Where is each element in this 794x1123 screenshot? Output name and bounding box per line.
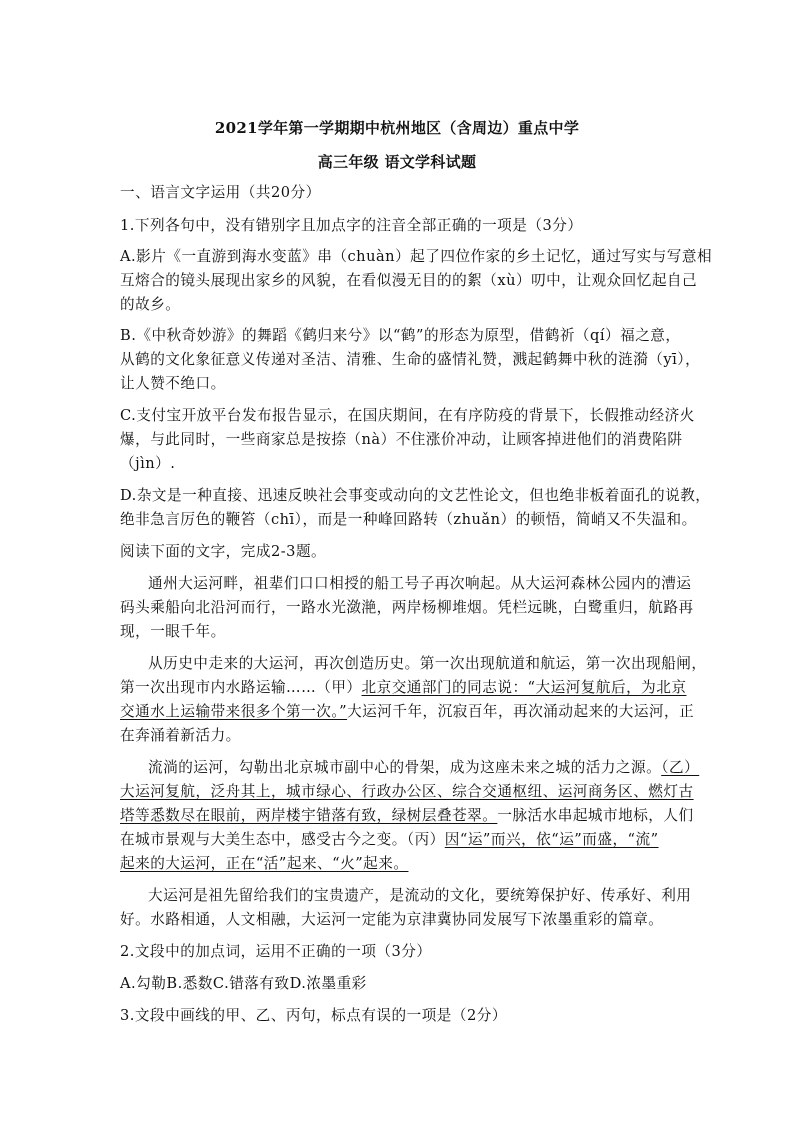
question-1-stem: 1.下列各句中，没有错别字且加点字的注音全部正确的一项是（3分） (120, 217, 583, 234)
exam-title: 2021学年第一学期期中杭州地区（含周边）重点中学 (214, 119, 580, 137)
passage-p2-line4: 在奔涌着新活力。 (120, 727, 241, 744)
q1-option-d-line1: D.杂文是一种直接、迅速反映社会事变或动向的文艺性论文，但也绝非板着面孔的说教， (120, 487, 711, 504)
exam-subtitle: 高三年级 语文学科试题 (317, 153, 477, 171)
passage-p4-line1: 大运河是祖先留给我们的宝贵遗产，是流动的文化，要统筹保护好、传承好、利用 (148, 887, 692, 904)
passage-p3-line1 (148, 756, 700, 780)
q1-option-d-line2: 绝非急言厉色的鞭笞（chī），而是一种峰回路转（zhuǎn）的顿悟，简峭又不失温和。 (120, 511, 697, 528)
passage-p1-line1: 通州大运河畔，祖辈们口口相授的船工号子再次响起。从大运河森林公园内的漕运 (148, 575, 692, 592)
question-2-options: A.勾勒B.悉数C.错落有致D.浓墨重彩 (120, 975, 367, 992)
q1-option-b-line2: 从鹤的文化象征意义传递对圣洁、清雅、生命的盛情礼赞，溅起鹤舞中秋的涟漪（yī）， (120, 351, 701, 368)
q1-option-a-line3: 的故乡。 (120, 296, 181, 313)
question-2-stem: 2.文段中的加点词，运用不正确的一项（3分） (120, 943, 432, 960)
underlined-sentence-yi-end: 塔等悉数尽在眼前，两岸楼宇错落有致，绿树层叠苍翠。 (120, 807, 498, 824)
q1-option-c-line1: C.支付宝开放平台发布报告显示，在国庆期间，在有序防疫的背景下，长假推动经济火 (120, 407, 695, 424)
section-heading: 一、语言文字运用（共20分） (120, 184, 321, 201)
q1-option-a-line2: 互熔合的镜头展现出家乡的风貌，在看似漫无目的的絮（xù）叨中，让观众回忆起自己 (120, 272, 698, 289)
underlined-sentence-bing: 因“运”而兴，依“运”而盛，“流” (444, 831, 659, 848)
passage-p2-line3-text: 大运河千年，沉寂百年，再次涌动起来的大运河，正 (347, 703, 695, 720)
passage-p3-line4-text: 在城市景观与大美生态中，感受古今之变。（丙） (120, 831, 445, 848)
question-3-stem: 3.文段中画线的甲、乙、丙句，标点有误的一项是（2分） (120, 1007, 507, 1024)
underlined-sentence-yi-start: （乙） (661, 759, 700, 776)
passage-p2-line2-text: 第一次出现市内水路运输……（甲） (120, 679, 362, 696)
q1-option-c-line2: 爆，与此同时，一些商家总是按捺（nà）不住涨价冲动，让顾客掉进他们的消费陷阱 (120, 431, 683, 448)
underlined-sentence-jia-end: 交通水上运输带来很多个第一次。” (120, 703, 348, 720)
underlined-sentence-bing-end: 起来的大运河，正在“活”起来、“火”起来。 (120, 855, 409, 872)
q1-option-c-line3: （jìn）. (120, 455, 176, 472)
passage-p3-line5 (120, 852, 680, 876)
passage-p3-line2 (120, 780, 694, 804)
underlined-sentence-yi: 大运河复航，泛舟其上，城市绿心、行政办公区、综合交通枢纽、运河商务区、燃灯古 (120, 783, 694, 800)
passage-p3-line1-text: 流淌的运河，勾勒出北京城市副中心的骨架，成为这座未来之城的活力之源。 (148, 759, 662, 776)
passage-p3-line3 (120, 804, 694, 828)
underlined-sentence-jia: 北京交通部门的同志说：“大运河复航后，为北京 (361, 679, 687, 696)
passage-p2-line3 (120, 700, 695, 724)
passage-p4-line2: 好。水路相通，人文相融，大运河一定能为京津冀协同发展写下浓墨重彩的篇章。 (120, 911, 664, 928)
passage-p1-line3: 现，一眼千年。 (120, 623, 226, 640)
q1-option-b-line3: 让人赞不绝口。 (120, 375, 226, 392)
q1-option-a-line1: A.影片《一直游到海水变蓝》串（chuàn）起了四位作家的乡土记忆，通过写实与写意相 (120, 248, 713, 265)
passage-p1-line2: 码头乘船向北沿河而行，一路水光潋滟，两岸杨柳堆烟。凭栏远眺，白鹭重归，航路再 (120, 599, 694, 616)
passage-p2-line2 (120, 676, 687, 700)
passage-p2-line1: 从历史中走来的大运河，再次创造历史。第一次出现航道和航运，第一次出现船闸， (148, 655, 707, 672)
passage-p3-line4 (120, 828, 680, 852)
passage-p3-line3-text: 一脉活水串起城市地标，人们 (497, 807, 694, 824)
reading-instruction: 阅读下面的文字，完成2-3题。 (120, 543, 327, 560)
q1-option-b-line1: B.《中秋奇妙游》的舞蹈《鹤归来兮》以“鹤”的形态为原型，借鹤祈（qí）福之意， (120, 327, 681, 344)
